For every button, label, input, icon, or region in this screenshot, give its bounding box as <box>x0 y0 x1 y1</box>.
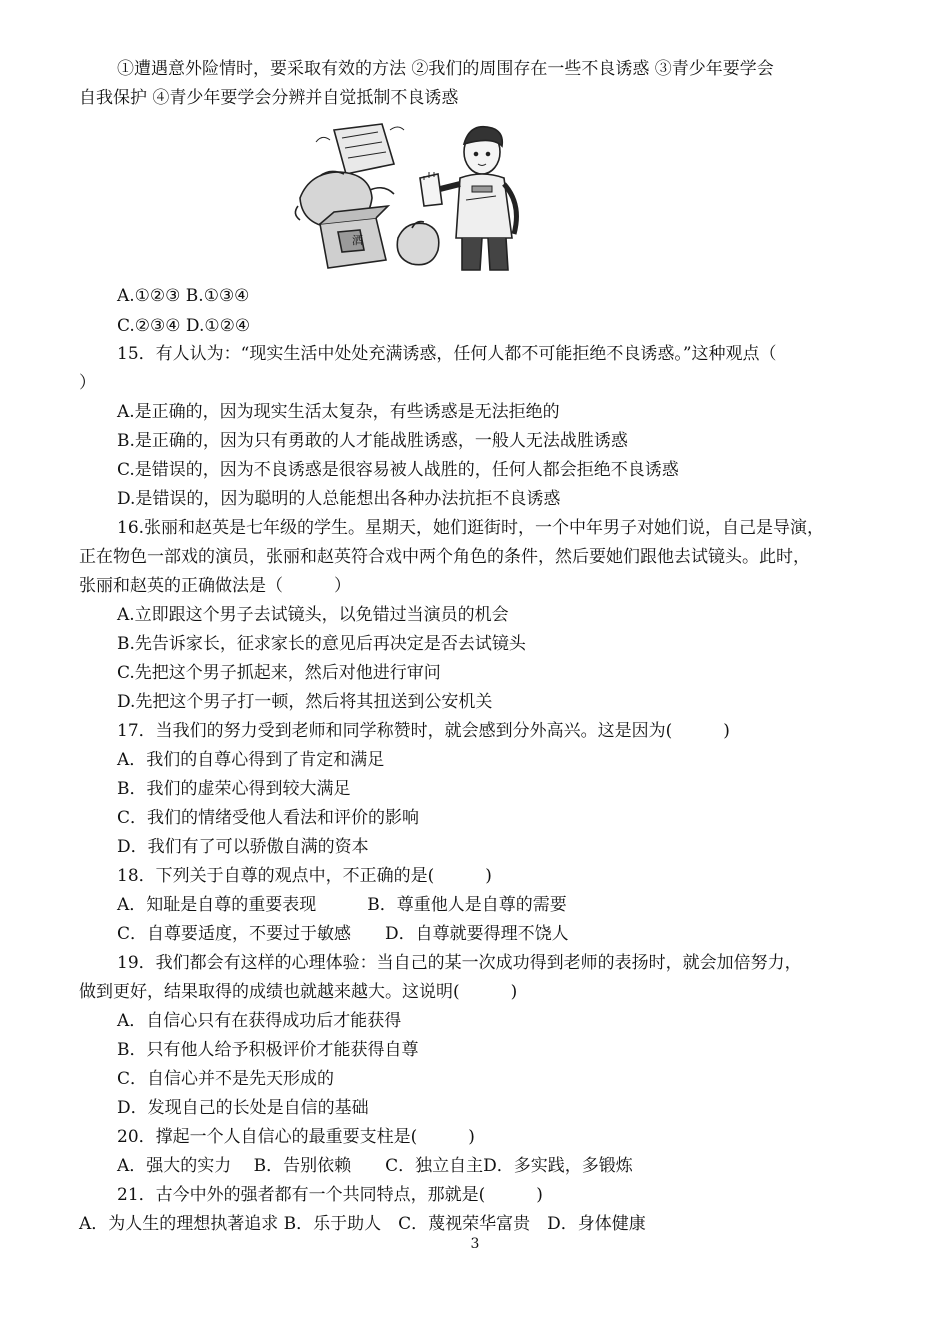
illustration-label: 酒 <box>352 234 363 247</box>
q16-stem-line2: 正在物色一部戏的演员，张丽和赵英符合戏中两个角色的条件，然后要她们跟他去试镜头。此时， <box>79 547 810 567</box>
q14-options-line1: A.①②③ B.①③④ <box>117 286 250 306</box>
q19-option-c: C．自信心并不是先天形成的 <box>117 1069 335 1089</box>
q16-stem-line3: 张丽和赵英的正确做法是（ ） <box>79 576 351 596</box>
q15-option-a: A.是正确的，因为现实生活太复杂，有些诱惑是无法拒绝的 <box>117 402 560 422</box>
q21-stem: 21．古今中外的强者都有一个共同特点，那就是( ) <box>117 1185 543 1205</box>
q21-options: A．为人生的理想执著追求 B．乐于助人 C．蔑视荣华富贵 D．身体健康 <box>79 1214 646 1234</box>
q15-option-b: B.是正确的，因为只有勇敢的人才能战胜诱惑，一般人无法战胜诱惑 <box>117 431 628 451</box>
page-number: 3 <box>470 1236 480 1252</box>
q18-stem: 18．下列关于自尊的观点中，不正确的是( ) <box>117 866 492 886</box>
q17-option-a: A．我们的自尊心得到了肯定和满足 <box>117 750 385 770</box>
q18-options-ab: A．知耻是自尊的重要表现 B．尊重他人是自尊的需要 <box>117 895 567 915</box>
q15-option-c: C.是错误的，因为不良诱惑是很容易被人战胜的，任何人都会拒绝不良诱惑 <box>117 460 679 480</box>
q16-option-c: C.先把这个男子抓起来，然后对他进行审问 <box>117 663 441 683</box>
q14-stem-line2: 自我保护 ④青少年要学会分辨并自觉抵制不良诱惑 <box>79 88 459 108</box>
q15-option-d: D.是错误的，因为聪明的人总能想出各种办法抗拒不良诱惑 <box>117 489 561 509</box>
q20-stem: 20．撑起一个人自信心的最重要支柱是( ) <box>117 1127 475 1147</box>
q15-stem-line1: 15．有人认为：“现实生活中处处充满诱惑，任何人都不可能拒绝不良诱惑。”这种观点（ <box>117 344 777 364</box>
q19-option-b: B．只有他人给予积极评价才能获得自尊 <box>117 1040 419 1060</box>
q16-option-a: A.立即跟这个男子去试镜头，以免错过当演员的机会 <box>117 605 509 625</box>
q17-option-d: D．我们有了可以骄傲自满的资本 <box>117 837 369 857</box>
q16-option-b: B.先告诉家长，征求家长的意见后再决定是否去试镜头 <box>117 634 526 654</box>
q16-stem-line1: 16.张丽和赵英是七年级的学生。星期天，她们逛街时，一个中年男子对她们说，自己是导演， <box>117 518 825 538</box>
q16-option-d: D.先把这个男子打一顿，然后将其扭送到公安机关 <box>117 692 493 712</box>
q18-options-cd: C．自尊要适度，不要过于敏感 D．自尊就要得理不饶人 <box>117 924 569 944</box>
q14-options-line2: C.②③④ D.①②④ <box>117 316 251 336</box>
q20-options: A．强大的实力 B．告别依赖 C．独立自主D．多实践，多锻炼 <box>117 1156 633 1176</box>
q19-stem-line2: 做到更好，结果取得的成绩也就越来越大。这说明( ) <box>79 982 518 1002</box>
q14-stem-line1: ①遭遇意外险情时，要采取有效的方法 ②我们的周围存在一些不良诱惑 ③青少年要学会 <box>117 59 774 79</box>
q15-stem-line2: ） <box>79 373 96 393</box>
q19-option-a: A．自信心只有在获得成功后才能获得 <box>117 1011 402 1031</box>
q19-option-d: D．发现自己的长处是自信的基础 <box>117 1098 369 1118</box>
refusing-temptation-illustration <box>290 120 540 272</box>
q17-option-b: B．我们的虚荣心得到较大满足 <box>117 779 351 799</box>
q19-stem-line1: 19．我们都会有这样的心理体验：当自己的某一次成功得到老师的表扬时，就会加倍努力， <box>117 953 802 973</box>
q17-option-c: C．我们的情绪受他人看法和评价的影响 <box>117 808 420 828</box>
q17-stem: 17．当我们的努力受到老师和同学称赞时，就会感到分外高兴。这是因为( ) <box>117 721 730 741</box>
